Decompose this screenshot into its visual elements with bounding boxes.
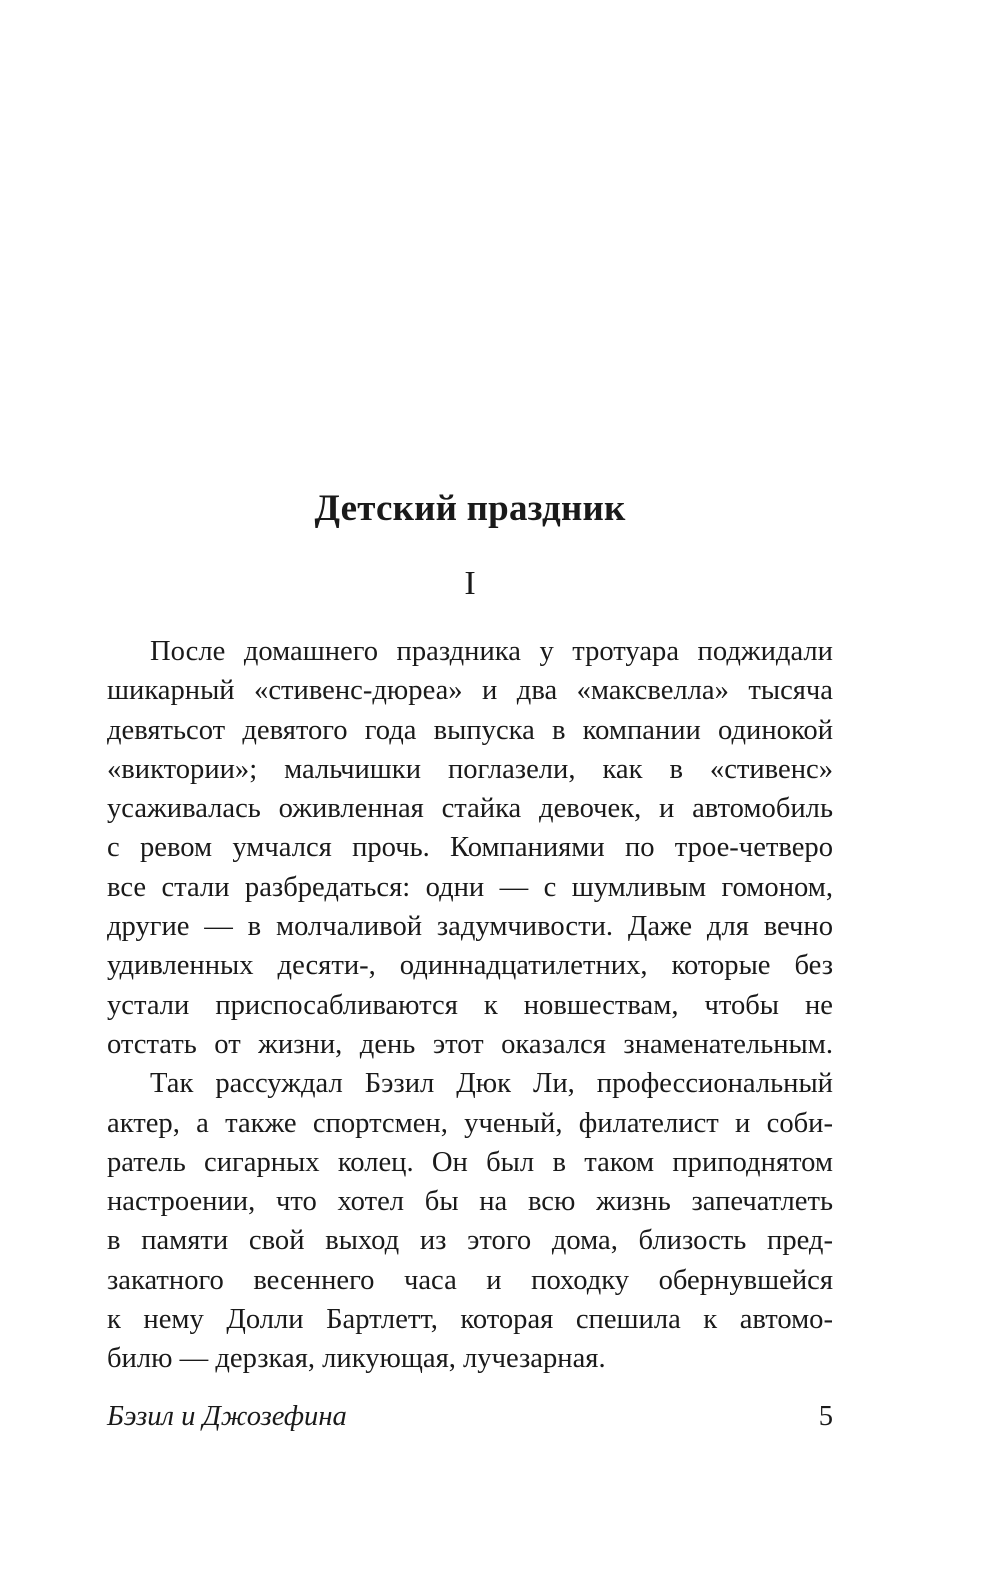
- text-line: другие — в молчаливой задумчивости. Даже для вечно: [107, 911, 833, 943]
- text-line: девятьсот девятого года выпуска в компании одинокой: [107, 714, 833, 746]
- section-number: I: [464, 565, 476, 602]
- text-line: отстать от жизни, день этот оказался знаменательным.: [107, 1028, 833, 1060]
- page-number: 5: [818, 1401, 833, 1432]
- text-line: с ревом умчался прочь. Компаниями по трое-четверо: [107, 832, 833, 864]
- text-line: удивленных десяти-, одиннадцатилетних, которые без: [107, 950, 833, 982]
- text-line: к нему Долли Бартлетт, которая спешила к автомо-: [107, 1304, 833, 1336]
- text-line: Так рассуждал Бэзил Дюк Ли, профессиональный: [150, 1068, 833, 1100]
- text-line: шикарный «стивенс-дюреа» и два «максвелла» тысяча: [107, 675, 833, 707]
- paragraph-2: [107, 1064, 833, 1378]
- text-line: билю — дерзкая, ликующая, лучезарная.: [107, 1343, 606, 1375]
- body-text: [107, 632, 833, 1379]
- text-line: в памяти свой выход из этого дома, близость пред-: [107, 1225, 833, 1257]
- text-line: «виктории»; мальчишки поглазели, как в «стивенс»: [107, 753, 833, 785]
- text-line: ратель сигарных колец. Он был в таком приподнятом: [107, 1146, 833, 1178]
- text-line: После домашнего праздника у тротуара поджидали: [150, 636, 833, 667]
- text-line: закатного весеннего часа и походку обернувшейся: [107, 1264, 833, 1296]
- text-line: все стали разбредаться: одни — с шумливым гомоном,: [107, 871, 833, 903]
- chapter-title: Детский праздник: [314, 488, 626, 529]
- text-line: настроении, что хотел бы на всю жизнь запечатлеть: [107, 1186, 833, 1218]
- running-footer-book-title: Бэзил и Джозефина: [107, 1401, 347, 1432]
- text-line: усаживалась оживленная стайка девочек, и автомобиль: [107, 793, 833, 825]
- text-line: устали приспосабливаются к новшествам, чтобы не: [107, 989, 833, 1021]
- paragraph-1: [107, 632, 833, 1064]
- text-line: актер, а также спортсмен, ученый, филателист и соби-: [107, 1107, 833, 1139]
